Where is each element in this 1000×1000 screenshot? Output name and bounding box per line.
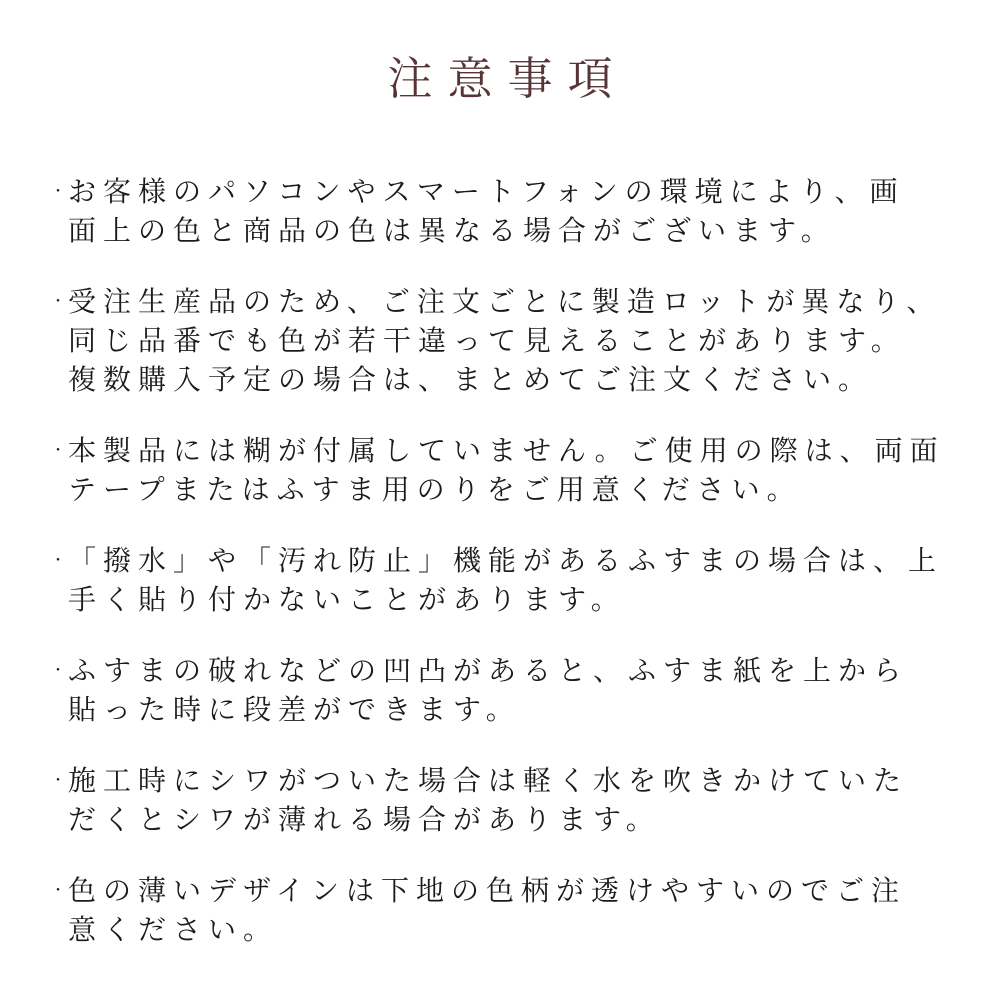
note-item-monitor-color <box>51 172 970 250</box>
notes-list <box>51 172 970 981</box>
note-item-surface-unevenness <box>51 651 970 729</box>
note-text <box>68 282 970 399</box>
note-text <box>68 541 970 619</box>
note-text <box>68 761 970 839</box>
bullet-marker: ・ <box>51 772 65 788</box>
note-line: テープまたはふすま用のりをご用意ください。 <box>68 474 802 505</box>
note-line: 施工時にシワがついた場合は軽く水を吹きかけていた <box>68 765 909 796</box>
bullet-marker: ・ <box>51 293 65 309</box>
note-item-no-glue <box>51 431 970 509</box>
note-line: 貼った時に段差ができます。 <box>68 694 521 725</box>
bullet-marker: ・ <box>51 662 65 678</box>
note-line: 同じ品番でも色が若干違って見えることがあります。 <box>68 325 906 356</box>
page-title: 注意事項 <box>387 53 628 104</box>
bullet-marker: ・ <box>51 183 65 199</box>
note-line: 手く貼り付かないことがあります。 <box>68 584 626 615</box>
note-line: 複数購入予定の場合は、まとめてご注文ください。 <box>68 364 874 395</box>
note-item-production-lot <box>51 282 970 399</box>
bullet-marker: ・ <box>51 882 65 898</box>
note-text <box>68 651 970 729</box>
note-line: 面上の色と商品の色は異なる場合がございます。 <box>68 215 836 246</box>
note-line: お客様のパソコンやスマートフォンの環境により、画 <box>68 176 905 207</box>
note-line: だくとシワが薄れる場合があります。 <box>68 804 661 835</box>
note-line: 意ください。 <box>68 914 279 945</box>
note-text <box>68 871 970 949</box>
note-line: ふすまの破れなどの凹凸があると、ふすま紙を上から <box>68 655 909 686</box>
note-text <box>68 172 970 250</box>
note-item-light-colors <box>51 871 970 949</box>
note-line: 本製品には糊が付属していません。ご使用の際は、両面 <box>68 435 945 466</box>
note-line: 色の薄いデザインは下地の色柄が透けやすいのでご注 <box>68 875 907 906</box>
note-item-water-repellent <box>51 541 970 619</box>
note-line: 受注生産品のため、ご注文ごとに製造ロットが異なり、 <box>68 286 942 317</box>
bullet-marker: ・ <box>51 442 65 458</box>
bullet-marker: ・ <box>51 552 65 568</box>
note-item-wrinkles <box>51 761 970 839</box>
note-text <box>68 431 970 509</box>
note-line: 「撥水」や「汚れ防止」機能があるふすまの場合は、上 <box>68 545 944 576</box>
